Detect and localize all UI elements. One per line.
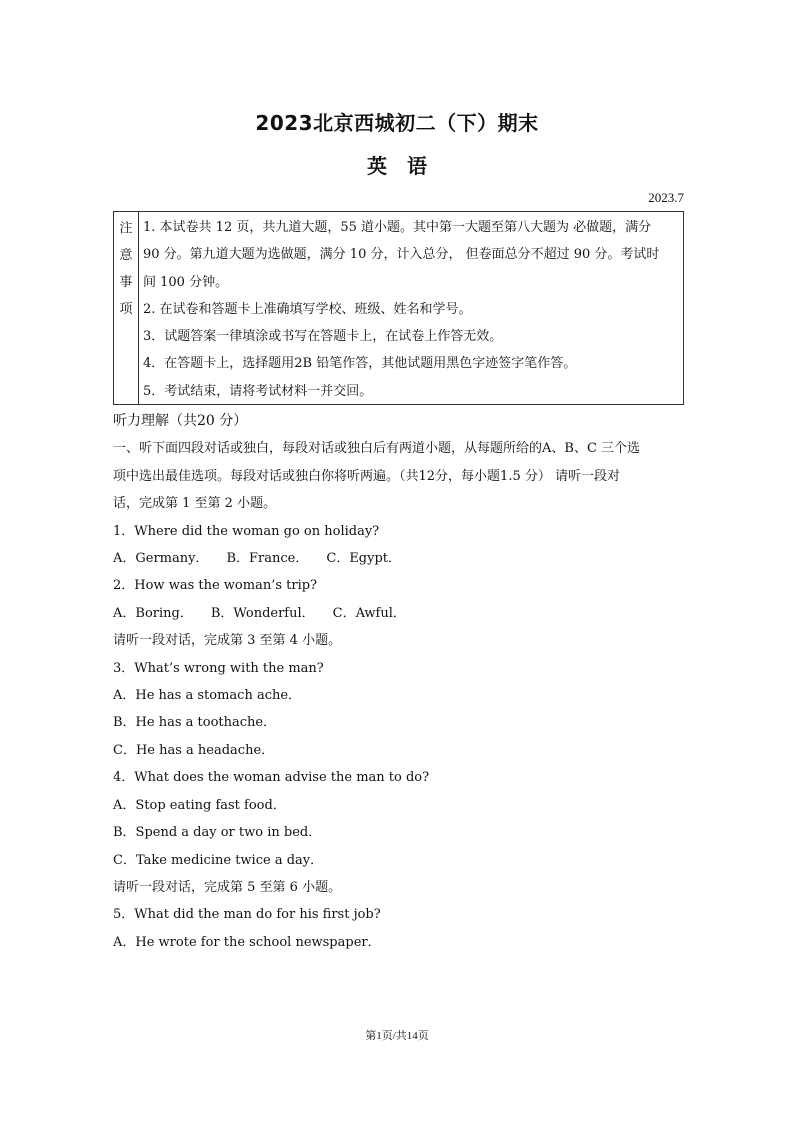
question-stem: 4．What does the woman advise the man to do? <box>113 770 430 786</box>
notice-line: 1. 本试卷共 12 页，共九道大题，55 道小题。其中第一大题至第八大题为 必做题，满分 <box>143 220 652 235</box>
instruction-line: 一、听下面四段对话或独白，每段对话或独白后有两道小题，从每题所给的A、B、C 三个选 <box>113 441 641 457</box>
option: B．He has a toothache． <box>113 715 277 731</box>
page-footer: 第1页/共14页 <box>365 1030 429 1042</box>
exam-date: 2023.7 <box>648 190 684 205</box>
question-options <box>113 600 688 627</box>
notice-label-char: 事 <box>119 275 133 290</box>
notice-line: 2. 在试卷和答题卡上准确填写学校、班级、姓名和学号。 <box>143 301 472 317</box>
question-stem: 3．What’s wrong with the man? <box>113 660 324 676</box>
question-stem: 5．What did the man do for his first job? <box>113 907 381 923</box>
notice-line: 90 分。第九道大题为选做题，满分 10 分，计入总分， 但卷面总分不超过 90 分。考试时 <box>143 247 660 263</box>
dialog-instruction: 请听一段对话，完成第 3 至第 4 小题。 <box>113 633 342 649</box>
option: C．Egypt． <box>326 551 402 567</box>
notice-label <box>114 212 139 404</box>
option: A．He wrote for the school newspaper． <box>113 934 381 950</box>
notice-body <box>139 212 683 404</box>
section-title: 听力理解（共20 分） <box>113 413 248 429</box>
option: A．He has a stomach ache． <box>113 688 302 704</box>
option: B．Spend a day or two in bed． <box>113 825 322 841</box>
question-options <box>113 545 688 572</box>
option: A．Germany． <box>113 551 209 567</box>
notice-line: 5．考试结束，请将考试材料一并交回。 <box>143 383 373 399</box>
option: C．He has a headache． <box>113 742 275 758</box>
option: C．Take medicine twice a day． <box>113 852 324 868</box>
notice-line: 3．试题答案一律填涂或书写在答题卡上，在试卷上作答无效。 <box>143 329 503 345</box>
option: C．Awful． <box>332 605 406 621</box>
notice-line: 间 100 分钟。 <box>143 274 229 290</box>
option: A．Stop eating fast food． <box>113 797 286 813</box>
question-stem: 2．How was the woman’s trip? <box>113 578 318 594</box>
notice-box <box>113 211 684 405</box>
notice-label-char: 注 <box>119 221 133 236</box>
exam-title: 2023北京西城初二（下）期末 <box>255 111 539 135</box>
question-stem: 1．Where did the woman go on holiday? <box>113 523 380 539</box>
notice-label-char: 意 <box>119 248 133 263</box>
exam-subject: 英 语 <box>367 154 427 178</box>
option: A．Boring． <box>113 605 193 621</box>
option: B．France． <box>226 551 309 567</box>
notice-line: 4．在答题卡上，选择题用2B 铅笔作答，其他试题用黑色字迹签字笔作答。 <box>143 356 577 372</box>
dialog-instruction: 请听一段对话，完成第 5 至第 6 小题。 <box>113 879 342 895</box>
notice-label-char: 项 <box>119 302 133 317</box>
instruction-line: 项中选出最佳选项。每段对话或独白你将听两遍。（共12分，每小题1.5 分） 请听一段对 <box>113 468 620 484</box>
listening-section <box>113 408 688 956</box>
option: B．Wonderful． <box>210 605 315 621</box>
instruction-line: 话，完成第 1 至第 2 小题。 <box>113 496 277 512</box>
